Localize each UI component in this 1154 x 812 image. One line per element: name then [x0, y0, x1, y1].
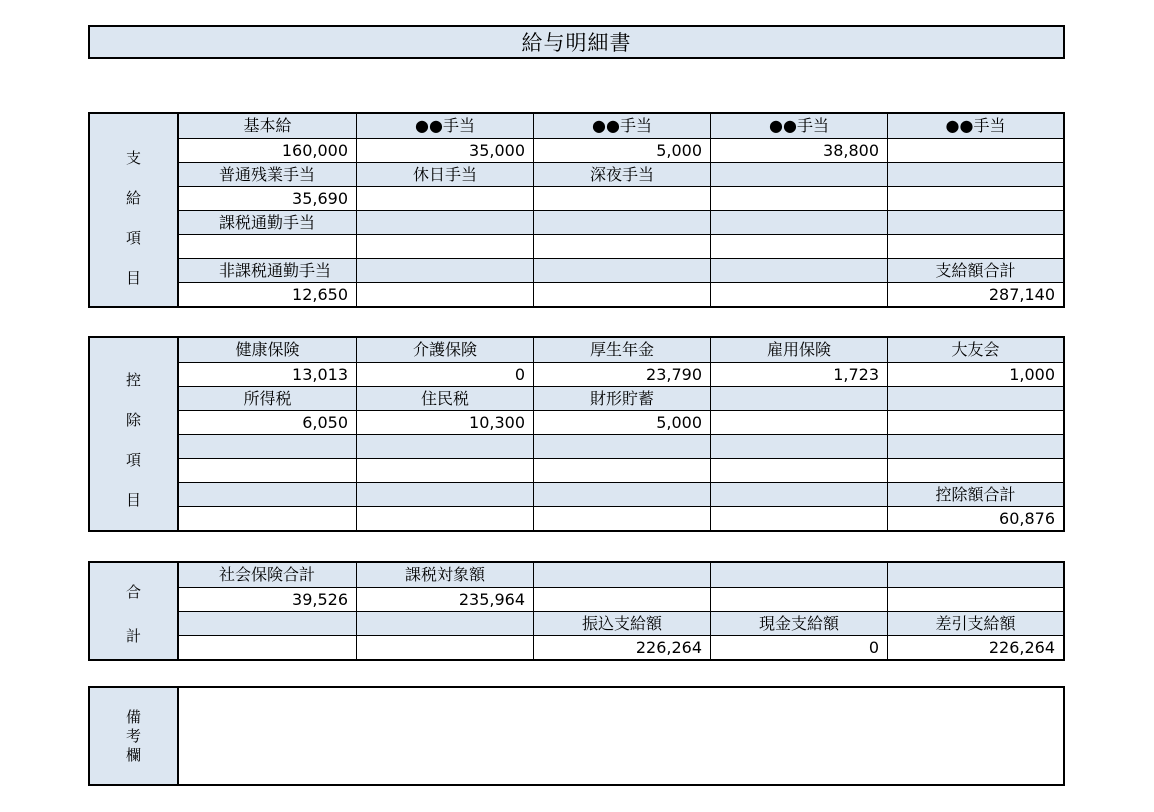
payment-item-value[interactable] [710, 235, 887, 258]
deduction-item-value[interactable] [533, 507, 710, 530]
total-item-label: 社会保険合計 [219, 565, 316, 584]
total-item-value[interactable]: 226,264 [887, 636, 1063, 659]
payment-label-row [179, 258, 1063, 282]
deduction-item-value[interactable]: 23,790 [533, 363, 710, 386]
deduction-item-label [356, 435, 533, 458]
payment-item-value[interactable] [533, 235, 710, 258]
deduction-value-row [179, 506, 1063, 530]
deduction-item-label [356, 483, 533, 506]
deduction-item-label: 住民税 [356, 387, 533, 410]
payment-item-value[interactable]: 35,690 [292, 189, 348, 208]
payment-label-row [179, 162, 1063, 186]
payment-item-value[interactable]: 5,000 [533, 139, 710, 162]
payment-item-label [356, 259, 533, 282]
total-item-value[interactable]: 0 [710, 636, 887, 659]
payment-item-value[interactable]: 287,140 [887, 283, 1063, 306]
total-side-char: 計 [125, 627, 141, 645]
total-section [88, 561, 1065, 661]
total-item-value[interactable] [356, 636, 533, 659]
deduction-section [88, 336, 1065, 532]
payment-item-label [887, 211, 1063, 234]
payment-item-value[interactable] [179, 235, 356, 258]
remarks-side-label [90, 688, 179, 784]
deduction-label-row [179, 386, 1063, 410]
deduction-item-label [710, 435, 887, 458]
deduction-item-label: 所得税 [243, 389, 292, 408]
deduction-item-label [887, 387, 1063, 410]
deduction-item-label [710, 387, 887, 410]
total-item-value[interactable]: 226,264 [533, 636, 710, 659]
total-item-value[interactable] [710, 588, 887, 611]
payment-item-label: 課税通勤手当 [219, 213, 316, 232]
payment-side-label [90, 114, 179, 306]
deduction-item-label: 控除額合計 [887, 483, 1063, 506]
total-item-label [887, 563, 1063, 587]
deduction-item-label: 介護保険 [356, 338, 533, 362]
deduction-item-label [179, 483, 356, 506]
deduction-item-value[interactable]: 1,000 [887, 363, 1063, 386]
payment-value-row [179, 234, 1063, 258]
deduction-item-label: 健康保険 [235, 340, 300, 359]
deduction-item-label [179, 435, 356, 458]
deduction-item-label [710, 483, 887, 506]
payment-item-label: 普通残業手当 [219, 165, 316, 184]
total-item-value[interactable]: 235,964 [356, 588, 533, 611]
payment-grid [179, 114, 1063, 306]
total-item-label [356, 612, 533, 635]
payment-item-value[interactable] [887, 235, 1063, 258]
page-title [88, 25, 1065, 59]
payment-item-value[interactable] [710, 187, 887, 210]
deduction-item-value[interactable]: 1,723 [710, 363, 887, 386]
deduction-item-value[interactable] [179, 459, 356, 482]
payment-item-label [710, 211, 887, 234]
deduction-grid [179, 338, 1063, 530]
total-item-label: 差引支給額 [887, 612, 1063, 635]
payment-item-label [356, 211, 533, 234]
deduction-value-row [179, 362, 1063, 386]
payment-item-value[interactable]: 38,800 [710, 139, 887, 162]
deduction-item-value[interactable]: 6,050 [302, 413, 348, 432]
deduction-label-row [179, 482, 1063, 506]
payment-item-label [887, 163, 1063, 186]
deduction-item-label: 大友会 [887, 338, 1063, 362]
payment-item-value[interactable] [356, 187, 533, 210]
total-item-label: 現金支給額 [710, 612, 887, 635]
total-grid [179, 563, 1063, 659]
payment-label-row [179, 210, 1063, 234]
remarks-side-char: 考 [125, 727, 141, 745]
payment-item-value[interactable]: 160,000 [281, 141, 348, 160]
deduction-item-value[interactable]: 60,876 [887, 507, 1063, 530]
remarks-field[interactable] [179, 688, 1063, 784]
deduction-item-value[interactable] [533, 459, 710, 482]
deduction-item-value[interactable] [356, 459, 533, 482]
total-item-label [533, 563, 710, 587]
deduction-item-value[interactable] [710, 459, 887, 482]
deduction-item-value[interactable] [710, 507, 887, 530]
total-item-value[interactable] [179, 636, 356, 659]
payment-item-value[interactable]: 12,650 [292, 285, 348, 304]
payment-item-label: ●●手当 [710, 114, 887, 138]
payment-item-label: 深夜手当 [533, 163, 710, 186]
deduction-side-char: 控 [125, 371, 141, 389]
payment-item-value[interactable] [710, 283, 887, 306]
deduction-item-label [533, 483, 710, 506]
deduction-side-char: 目 [125, 491, 141, 509]
total-value-row [179, 587, 1063, 611]
payment-item-label: 基本給 [243, 116, 292, 135]
total-item-label: 振込支給額 [533, 612, 710, 635]
total-item-value[interactable]: 39,526 [292, 590, 348, 609]
total-side-label [90, 563, 179, 659]
deduction-side-char: 項 [125, 451, 141, 469]
payment-item-label [533, 211, 710, 234]
total-item-label [710, 563, 887, 587]
total-label-row [179, 563, 1063, 587]
deduction-label-row [179, 338, 1063, 362]
payment-item-value[interactable] [533, 187, 710, 210]
deduction-label-row [179, 434, 1063, 458]
total-item-label [179, 612, 356, 635]
deduction-item-value[interactable] [887, 411, 1063, 434]
total-item-value[interactable] [887, 588, 1063, 611]
payment-item-label: ●●手当 [356, 114, 533, 138]
payment-item-value[interactable]: 35,000 [356, 139, 533, 162]
deduction-value-row [179, 458, 1063, 482]
payment-item-label [533, 259, 710, 282]
remarks-side-char: 備 [125, 708, 141, 726]
deduction-item-value[interactable]: 13,013 [292, 365, 348, 384]
payment-item-label: ●●手当 [533, 114, 710, 138]
remarks-section [88, 686, 1065, 786]
payment-side-char: 項 [125, 229, 141, 247]
remarks-side-char: 欄 [125, 746, 141, 764]
total-label-row [179, 611, 1063, 635]
payment-item-value[interactable] [356, 235, 533, 258]
deduction-item-label: 厚生年金 [533, 338, 710, 362]
deduction-item-label [887, 435, 1063, 458]
deduction-item-label [533, 435, 710, 458]
total-value-row [179, 635, 1063, 659]
deduction-item-label: 雇用保険 [710, 338, 887, 362]
payment-item-label: 支給額合計 [887, 259, 1063, 282]
payment-value-row [179, 186, 1063, 210]
deduction-item-value[interactable] [179, 507, 356, 530]
payment-item-label [710, 259, 887, 282]
payment-item-value[interactable] [533, 283, 710, 306]
total-side-char: 合 [125, 583, 141, 601]
total-item-label: 課税対象額 [356, 563, 533, 587]
payment-label-row [179, 114, 1063, 138]
payment-item-label [710, 163, 887, 186]
deduction-value-row [179, 410, 1063, 434]
payment-side-char: 給 [125, 189, 141, 207]
deduction-item-label: 財形貯蓄 [533, 387, 710, 410]
deduction-item-value[interactable] [356, 507, 533, 530]
deduction-item-value[interactable]: 10,300 [356, 411, 533, 434]
deduction-item-value[interactable] [887, 459, 1063, 482]
deduction-item-value[interactable]: 5,000 [533, 411, 710, 434]
payment-item-value[interactable] [887, 139, 1063, 162]
payment-value-row [179, 282, 1063, 306]
title-text: 給与明細書 [521, 31, 632, 55]
deduction-item-value[interactable]: 0 [356, 363, 533, 386]
deduction-side-label [90, 338, 179, 530]
deduction-item-value[interactable] [710, 411, 887, 434]
payment-item-value[interactable] [887, 187, 1063, 210]
payment-item-label: 非課税通勤手当 [219, 261, 332, 280]
total-item-value[interactable] [533, 588, 710, 611]
payment-value-row [179, 138, 1063, 162]
payment-item-value[interactable] [356, 283, 533, 306]
deduction-side-char: 除 [125, 411, 141, 429]
payment-section [88, 112, 1065, 308]
payment-item-label: 休日手当 [356, 163, 533, 186]
payment-item-label: ●●手当 [887, 114, 1063, 138]
payment-side-char: 支 [125, 149, 141, 167]
payment-side-char: 目 [125, 269, 141, 287]
